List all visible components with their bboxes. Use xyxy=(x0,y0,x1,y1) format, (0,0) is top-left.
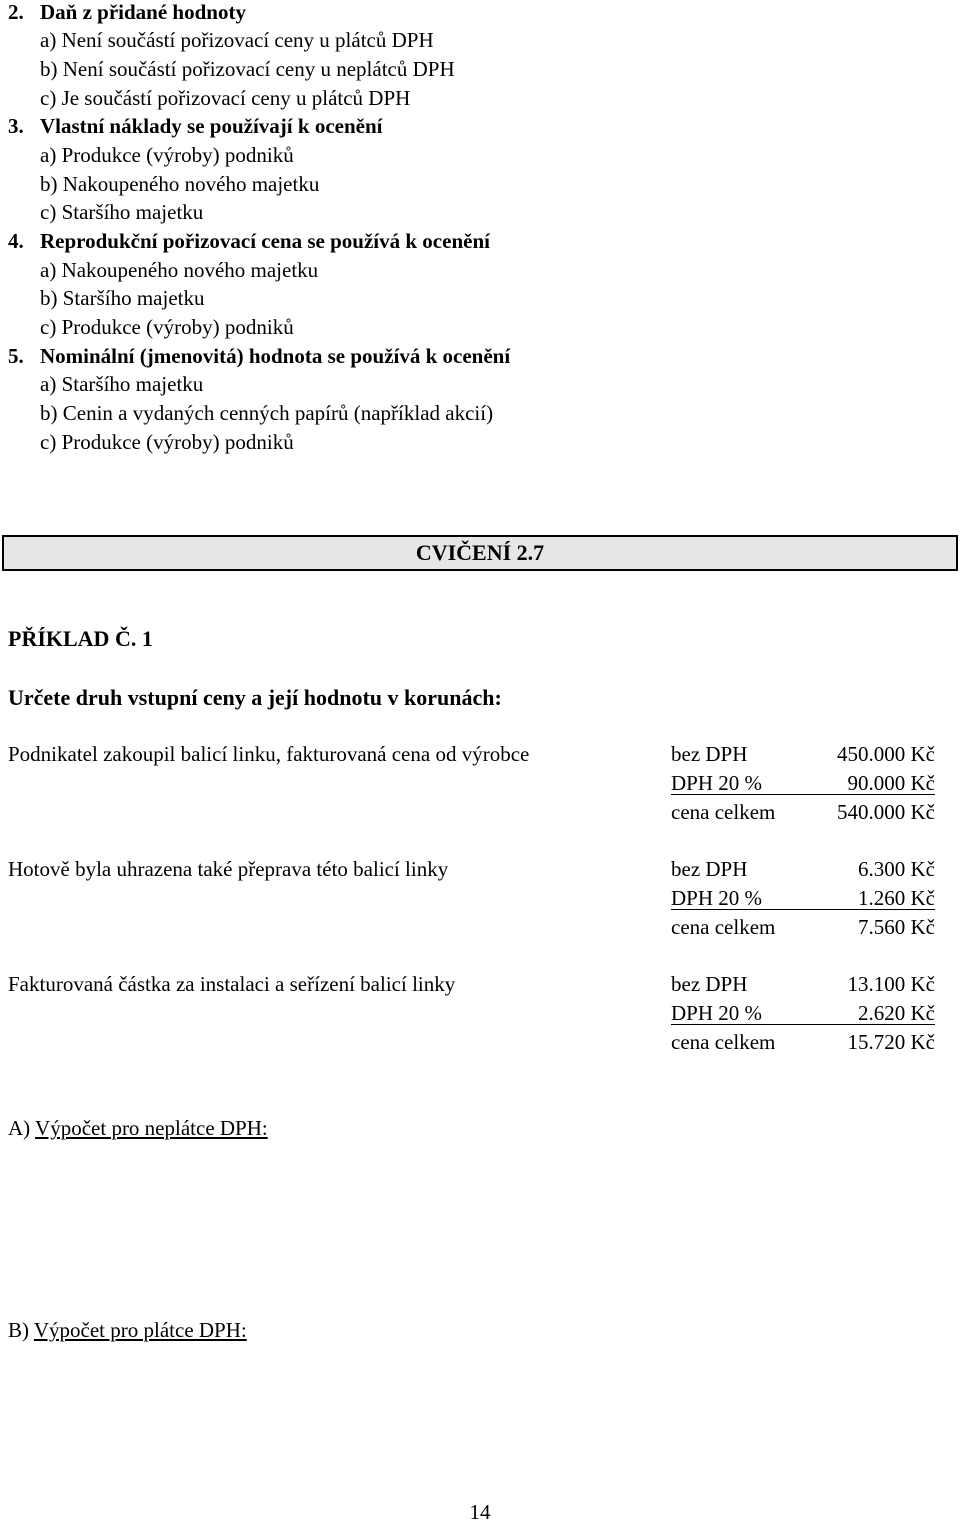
question-5-option-c: c) Produkce (výroby) podniků xyxy=(40,430,294,454)
question-3-option-a: a) Produkce (výroby) podniků xyxy=(40,143,294,167)
question-2-option-c: c) Je součástí pořizovací ceny u plátců DPH xyxy=(40,86,411,110)
item-2-value-net: 6.300 Kč xyxy=(858,857,935,881)
exercise-title: CVIČENÍ 2.7 xyxy=(415,540,545,565)
calc-a-heading: A) Výpočet pro neplátce DPH: xyxy=(8,1116,268,1140)
question-4-option-a: a) Nakoupeného nového majetku xyxy=(40,258,319,282)
item-1-label-vat: DPH 20 % xyxy=(671,771,763,795)
item-1-description: Podnikatel zakoupil balicí linku, fakturovaná cena od výrobce xyxy=(8,742,530,766)
page-number: 14 xyxy=(469,1500,491,1524)
item-1-label-net: bez DPH xyxy=(671,742,748,766)
calc-b-heading: B) Výpočet pro plátce DPH: xyxy=(8,1318,247,1342)
question-3-title: 3. Vlastní náklady se používají k ocenění xyxy=(8,114,383,138)
item-2-description: Hotově byla uhrazena také přeprava této balicí linky xyxy=(8,857,449,881)
question-5-title: 5. Nominální (jmenovitá) hodnota se používá k ocenění xyxy=(8,344,511,368)
question-5-option-b: b) Cenin a vydaných cenných papírů (například akcií) xyxy=(40,401,494,425)
question-5-option-a: a) Staršího majetku xyxy=(40,372,204,396)
item-3-value-vat: 2.620 Kč xyxy=(858,1001,935,1025)
item-1-value-vat: 90.000 Kč xyxy=(847,771,935,795)
calc-b-label: Výpočet pro plátce DPH: xyxy=(33,1318,247,1342)
item-3-label-vat: DPH 20 % xyxy=(671,1001,763,1025)
calc-a-label: Výpočet pro neplátce DPH: xyxy=(35,1116,268,1140)
item-2-label-net: bez DPH xyxy=(671,857,748,881)
item-3-value-net: 13.100 Kč xyxy=(847,972,935,996)
item-2-label-total: cena celkem xyxy=(671,915,776,939)
item-3-value-total: 15.720 Kč xyxy=(847,1030,935,1054)
item-3-description: Fakturovaná částka za instalaci a seřízení balicí linky xyxy=(8,972,456,996)
item-1-vat-underline xyxy=(671,794,935,795)
question-2-option-a: a) Není součástí pořizovací ceny u plátců DPH xyxy=(40,28,434,52)
item-2-label-vat: DPH 20 % xyxy=(671,886,763,910)
item-1-value-total: 540.000 Kč xyxy=(837,800,935,824)
item-3-label-total: cena celkem xyxy=(671,1030,776,1054)
item-2-value-vat: 1.260 Kč xyxy=(858,886,935,910)
task-heading: Určete druh vstupní ceny a její hodnotu v korunách: xyxy=(8,685,502,710)
question-4-option-b: b) Staršího majetku xyxy=(40,286,205,310)
item-3-label-net: bez DPH xyxy=(671,972,748,996)
item-1-value-net: 450.000 Kč xyxy=(837,742,935,766)
question-2-title: 2. Daň z přidané hodnoty xyxy=(8,0,246,24)
item-3-vat-underline xyxy=(671,1024,935,1025)
question-4-title: 4. Reprodukční pořizovací cena se používá k ocenění xyxy=(8,229,490,253)
question-4-option-c: c) Produkce (výroby) podniků xyxy=(40,315,294,339)
question-2-option-b: b) Není součástí pořizovací ceny u neplátců DPH xyxy=(40,57,455,81)
exercise-banner xyxy=(2,535,958,571)
item-2-value-total: 7.560 Kč xyxy=(858,915,935,939)
question-3-option-c: c) Staršího majetku xyxy=(40,200,204,224)
item-1-label-total: cena celkem xyxy=(671,800,776,824)
question-3-option-b: b) Nakoupeného nového majetku xyxy=(40,172,320,196)
item-2-vat-underline xyxy=(671,909,935,910)
example-title: PŘÍKLAD Č. 1 xyxy=(8,626,153,651)
